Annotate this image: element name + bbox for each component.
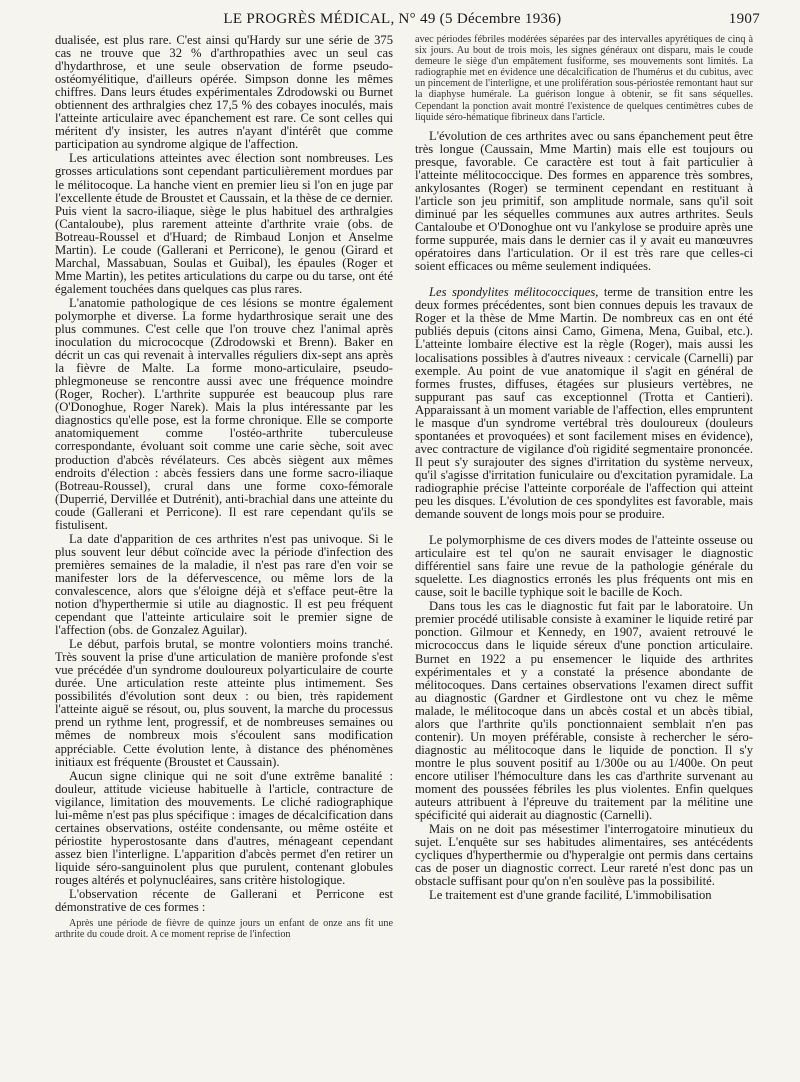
- section-lead: Les spondylites mélitococciques,: [429, 285, 599, 300]
- paragraph: La date d'apparition de ces arthrites n'est pas univoque. Si le plus souvent leur début coïncide avec la période d'infection des premières semaines de la maladie, il n'est pas rare d'en voir se manifester lors de la défervescence, ou même lors de la convalescence, alors que s'éloigne déjà et s'efface peut-être la notion d'hyperthermie si utile au diagnostic. Il est peu fréquent cependant que l'atteinte articulaire soit le premier signe de l'affection (obs. de Gonzalez Aguilar).: [55, 531, 393, 638]
- paragraph: Aucun signe clinique qui ne soit d'une extrême banalité : douleur, attitude vicieuse habituelle à l'article, contracture de vigilance, limitation des mouvements. Le cliché radiographique lui-même n'est pas plus spécifique : images de décalcification dans certaines observations, ostéite condensante, ou même ostéite et périostite hyperostosante dans d'autres, ménageant cependant assez bien l'interligne. L'apparition d'abcès permet d'en retirer un liquide séro-sanguinolent plus que purulent, contenant globules rouges altérés et polynucléaires, sans critère histologique.: [55, 768, 393, 887]
- spondylitis-paragraph: [415, 286, 753, 521]
- paragraph: Mais on ne doit pas mésestimer l'interrogatoire minutieux du sujet. L'enquête sur ses habitudes alimentaires, ses antécédents cycliques d'hyperthermie ou d'hyperalgie ont permis dans certains cas de poser un diagnostic correct. Leur rareté n'est donc pas un obstacle suffisant pour qu'on n'en soulève pas la possibilité.: [415, 822, 753, 889]
- paragraph: L'observation récente de Gallerani et Perricone est démonstrative de ces formes :: [55, 887, 393, 915]
- running-header: [56, 6, 760, 32]
- page-number: 1907: [728, 10, 760, 27]
- paragraph: Le polymorphisme de ces divers modes de l'atteinte osseuse ou articulaire est tel qu'on ne saurait envisager le diagnostic différentiel sans faire une revue de la pathologie générale du squelette. Les diagnostics erronés les plus fréquents ont mis en cause, soit le bacille typhique soit le bacille de Koch.: [415, 533, 753, 600]
- case-quote: Après une période de fièvre de quinze jours un enfant de onze ans fit une arthrite du coude droit. A ce moment reprise de l'infection: [55, 918, 393, 941]
- paragraph: L'anatomie pathologique de ces lésions se montre également polymorphe et diverse. La forme hydarthrosique serait une des plus communes. C'est celle que l'on trouve chez l'animal après inoculation du micrococque (Zdrodowski et Brenn). Baker en décrit un cas qui revenait à intervalles réguliers dix-sept ans après la fièvre de Malte. La forme mono-articulaire, pseudo-phlegmoneuse se rencontre aussi avec une fréquence moindre (Roger, Rocher). L'arthrite suppurée est beaucoup plus rare (O'Donoghue, Roger Narek). Mais la plus intéressante par les diagnostics qu'elle pose, est la forme chronique. Elle se comporte anatomiquement comme l'ostéo-arthrite tuberculeuse correspondante, évoluant soit comme une carie sèche, soit avec production d'abcès révélateurs. Ces abcès siègent aux mêmes endroits d'élection : abcès fessiers dans une forme sacro-iliaque (Botreau-Roussel), crural dans une forme coxo-fémorale (Duperrié, Dervillée et Dutrénit), anti-brachial dans une atteinte du coude (Gallerani et Perricone). Il est rare cependant qu'ils se fistulisent.: [55, 295, 393, 532]
- paragraph: Les articulations atteintes avec élection sont nombreuses. Les grosses articulations sont cependant particulièrement mordues par le mélitocoque. La hanche vient en premier lieu si l'on en juge par l'excellente étude de Broustet et Caussain, et la thèse de ce dernier. Puis vient la sacro-iliaque, siège le plus habituel des arthralgies (Cantaloube), plus rarement atteinte d'arthrite vraie (obs. de Botreau-Roussel et d'Huard; de Rimbaud Lonjon et Anselme Martin). Le coude (Gallerani et Perricone), le genou (Girard et Marchal, Massabuan, Soulas et Guibal), les épaules (Roger et Mme Martin), les petites articulations du carpe ou du tarse, ont été également touchées dans quelques cas plus rares.: [55, 151, 393, 296]
- paragraph: L'évolution de ces arthrites avec ou sans épanchement peut être très longue (Caussain, Mme Martin) mais elle est toujours ou presque, favorable. Ce caractère est tout à fait particulier à l'atteinte mélitococcique. Des formes en apparence très sombres, ankylosantes (Roger) se terminent cependant en restituant à l'article son jeu primitif, son amplitude normale, sans qu'il soit diminué par les séquelles communes aux autres arthrites. Seuls Cantaloube et O'Donoghue ont vu l'ankylose se produire après une forme suppurée, mais dans le dernier cas il y avait eu manœuvres opératoires dans l'articulation. Or il est très rare que celles-ci soient efficaces ou même seulement indiquées.: [415, 128, 753, 274]
- paragraph-text: terme de transition entre les deux formes précédentes, sont bien connues depuis les travaux de Roger et la thèse de Mme Martin. De nombreux cas en ont été publiés depuis (citons ainsi Camo, Gimena, Mena, Guibal, etc.). L'atteinte lombaire élective est la règle (Roger), mais aussi les localisations possibles à d'autres niveaux : cervicale (Carnelli) par exemple. Au point de vue anatomique il s'agit en général de formes frustes, diffuses, étagées sur plusieurs vertèbres, ne suppurant pas sauf cas exceptionnel (Trotta et Cantieri). Apparaissant à un moment variable de l'affection, elles empruntent le masque d'un syndrome vertébral très douloureux (douleurs spontanées et provoquées) et sont facilement mises en évidence), avec contracture de vigilance d'où rigidité segmentaire prononcée. Il peut s'y surajouter des signes d'irritation du système nerveux, qu'il s'agisse d'irritation funiculaire ou d'excitation pyramidale. La radiographie précise l'atteinte corporéale de l'affection qui atteint peu les disques. L'évolution de ces spondylites est favorable, mais demande souvent de longs mois pour se produire.: [415, 285, 753, 522]
- paragraph: Le traitement est d'une grande facilité, L'immobilisation: [429, 888, 712, 903]
- paragraph: Le début, parfois brutal, se montre volontiers moins tranché. Très souvent la prise d'une articulation de manière profonde s'est vue précédée d'un syndrome douloureux polyarticulaire de courte durée. Une articulation reste atteinte plus intimement. Ses possibilités d'évolution sont deux : ou bien, très rapidement l'atteinte aiguë se résout, ou, plus souvent, la marche du processus prend un rythme lent, progressif, et de nombreuses semaines ou mêmes de nombreux mois s'écoulent sans modification appréciable. Cette évolution lente, à distance des phénomènes initiaux est fréquente (Broustet et Caussain).: [55, 637, 393, 769]
- right-column: [415, 34, 753, 903]
- left-column: [55, 34, 393, 941]
- case-quote-continued: avec périodes fébriles modérées séparées par des intervalles apyrétiques de cinq à six jours. Au bout de trois mois, les signes généraux ont disparu, mais le coude demeure le siège d'un empâtement fusiforme, ses mouvements sont limités. La radiographie met en évidence une décalcification de l'humérus et du cubitus, avec un pincement de l'interligne, et une prolifération sous-périostée remontant haut sur la diaphyse humérale. La guérison longue à obtenir, se fit sans séquelles. Cependant la ponction avait montré l'existence de quelques centimètres cubes de liquide séro-hématique fibrineux dans l'article.: [415, 34, 753, 123]
- paragraph: Dans tous les cas le diagnostic fut fait par le laboratoire. Un premier procédé utilisable consiste à examiner le liquide retiré par ponction. Gilmour et Kennedy, en 1907, avaient retrouvé le micrococcus dans le liquide séreux d'une ponction articulaire. Burnet en 1922 a pu ensemencer le liquide des arthrites expérimentales et y a constaté la présence abondante de mélitocoques. Dans certaines observations l'examen direct suffit au diagnostic (Gardner et Girdlestone ont vu chez le même malade, le mélitocoque dans un abcès costal et un abcès tibial, alors que l'arthrite qu'ils ponctionnaient semblait n'en pas contenir). Un moyen préférable, consiste à rechercher le séro-diagnostic au mélitocoque dans le liquide de ponction. Il s'y montre le plus souvent positif au 1/300e ou au 1/400e. On peut encore utiliser l'hémoculture dans les cas d'arthrite survenant au moment des poussées fébriles les plus violentes. Enfin quelques auteurs attribuent à l'épreuve du traitement par la mélitine une spécificité qui aiderait au diagnostic (Carnelli).: [415, 599, 753, 823]
- header-title: LE PROGRÈS MÉDICAL, N° 49 (5 Décembre 1936): [223, 10, 562, 27]
- paragraph: dualisée, est plus rare. C'est ainsi qu'Hardy sur une série de 375 cas ne trouve que 32 % d'arthropathies avec un seul cas d'hydarthrose, et une seule observation de forme pseudo-ostéomyélitique, d'ailleurs opérée. Simpson donne les mêmes chiffres. Dans leurs études expérimentales Zdrodowski ou Burnet obtiennent des arthralgies chez 17,5 % des cobayes inoculés, mais l'atteinte articulaire avec épanchement est rare. Ce sont celles qui méritent d'y insister, les autres n'ayant d'intérêt que comme participation au syndrome algique de l'affection.: [55, 33, 393, 152]
